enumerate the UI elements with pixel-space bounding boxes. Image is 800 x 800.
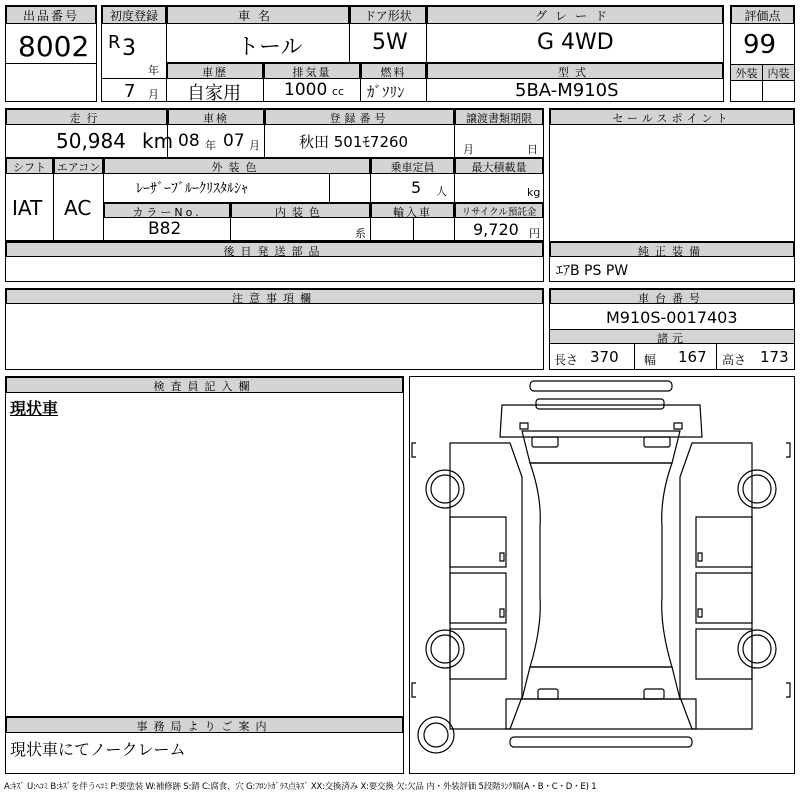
car-body-diagram	[410, 377, 793, 772]
door-box	[349, 5, 427, 63]
color-no-value: B82	[148, 219, 182, 239]
import-label: 輸入車	[371, 203, 454, 218]
notes-label: 注意事項欄	[6, 289, 543, 304]
door-value: 5W	[372, 30, 408, 55]
recycle-box	[454, 202, 544, 241]
height-label: 高さ	[722, 353, 747, 367]
genuine-equipment-label: 純正装備	[550, 242, 794, 257]
car-name-box	[166, 5, 350, 63]
sales-point-box	[549, 108, 795, 243]
inspection-month: 07	[223, 131, 245, 151]
recycle-label: リサイクル預託金	[455, 203, 543, 218]
fuel-box	[360, 62, 427, 102]
mileage-box	[5, 108, 174, 158]
car-diagram-box	[409, 376, 795, 774]
inspection-year: 08	[178, 131, 200, 151]
first-registration-label: 初度登録	[102, 6, 166, 24]
inspection-label: 車検	[168, 109, 264, 125]
model-code-box	[426, 62, 724, 102]
displacement-value: 1000	[284, 80, 328, 100]
history-box	[166, 62, 264, 102]
fuel-label: 燃料	[361, 63, 426, 79]
height-value: 173	[760, 348, 789, 366]
inspection-month-unit: 月	[249, 139, 260, 152]
specs-divider-2	[716, 343, 717, 369]
transfer-day-unit: 日	[527, 143, 538, 156]
shift-label: シフト	[6, 158, 53, 174]
chassis-value: M910S-0017403	[606, 308, 738, 327]
length-value: 370	[590, 348, 619, 366]
ext-color-value: ﾚｰｻﾞｰﾌﾞﾙｰｸﾘｽﾀﾙｼｬ	[136, 181, 248, 197]
capacity-label: 乗車定員	[371, 158, 454, 174]
color-no-label: カラーNo.	[104, 203, 230, 218]
genuine-equipment-value: ｴｱB PS PW	[556, 263, 629, 279]
first-registration-year: 3	[122, 36, 136, 61]
recycle-unit: 円	[529, 227, 540, 240]
transfer-deadline-box	[454, 108, 544, 158]
first-registration-divider	[101, 78, 167, 79]
length-label: 長さ	[554, 353, 579, 367]
int-color-unit: 系	[355, 227, 366, 240]
lot-number: 8002	[18, 30, 90, 63]
interior-score-label: 内装	[762, 64, 795, 81]
car-name-value: トール	[237, 35, 303, 60]
ext-color-label: 外装色	[104, 158, 370, 174]
score-value: 99	[743, 30, 777, 60]
capacity-unit: 人	[436, 185, 447, 198]
history-label: 車歴	[167, 63, 263, 79]
sales-point-label: セールスポイント	[550, 109, 794, 125]
import-divider	[413, 217, 414, 240]
shift-value: IAT	[12, 196, 43, 220]
specs-label: 諸元	[549, 329, 795, 344]
grade-value: G 4WD	[537, 30, 614, 55]
aircon-value: AC	[64, 196, 92, 220]
score-split	[762, 80, 763, 101]
registration-label: 登録番号	[265, 109, 454, 125]
int-color-label: 内装色	[231, 203, 370, 218]
later-parts-label: 後日発送部品	[6, 242, 543, 257]
inspection-box	[167, 108, 265, 158]
aircon-box	[53, 157, 104, 241]
fuel-value: ｶﾞｿﾘﾝ	[367, 83, 405, 101]
capacity-value: 5	[411, 178, 422, 197]
notes-box	[5, 288, 544, 370]
displacement-label: 排気量	[264, 63, 360, 79]
grade-label: グレード	[427, 6, 723, 24]
max-load-unit: kg	[527, 186, 541, 199]
recycle-value: 9,720	[473, 220, 519, 239]
mileage-unit: km	[142, 129, 174, 153]
model-code-value: 5BA-M910S	[515, 80, 619, 101]
door-label: ドア形状	[350, 6, 426, 24]
transfer-deadline-label: 譲渡書類期限	[455, 109, 543, 125]
exterior-score-label: 外装	[730, 64, 763, 81]
mileage-label: 走行	[6, 109, 167, 125]
width-value: 167	[678, 348, 707, 366]
max-load-label: 最大積載量	[455, 158, 543, 174]
ext-color-divider	[329, 173, 330, 202]
inspector-value: 現状車	[10, 399, 59, 418]
lot-divider	[5, 63, 97, 64]
first-registration-month-unit: 月	[148, 88, 159, 101]
office-box	[5, 716, 404, 774]
genuine-equipment-box	[549, 241, 795, 282]
registration-value: 秋田 501ﾓ7260	[299, 133, 409, 151]
office-value: 現状車にてノークレーム	[10, 740, 186, 759]
width-label: 幅	[644, 353, 657, 367]
lot-box	[5, 5, 97, 102]
lot-label: 出品番号	[6, 6, 96, 24]
int-color-box	[230, 202, 371, 241]
registration-box	[264, 108, 455, 158]
mileage-value: 50,984	[56, 129, 126, 153]
later-parts-box	[5, 241, 544, 282]
inspector-box	[5, 376, 404, 717]
import-box	[370, 202, 455, 241]
chassis-box	[549, 288, 795, 370]
specs-divider-1	[634, 343, 635, 369]
grade-box	[426, 5, 724, 63]
score-label: 評価点	[731, 6, 794, 24]
first-registration-month: 7	[124, 81, 136, 102]
history-value: 自家用	[187, 83, 241, 104]
first-registration-era: R	[108, 32, 121, 53]
car-name-label: 車名	[167, 6, 349, 24]
first-registration-box	[101, 5, 167, 102]
color-no-box	[103, 202, 231, 241]
inspector-label: 検査員記入欄	[6, 377, 403, 393]
displacement-box	[263, 62, 361, 102]
max-load-box	[454, 157, 544, 203]
displacement-unit: cc	[332, 85, 345, 98]
score-box	[730, 5, 795, 102]
legend-text: A:ｷｽﾞ U:ﾍｺﾐ B:ｷｽﾞを伴うﾍｺﾐ P:要塗装 W:補修跡 S:錆 C:腐食、穴 G:ﾌﾛﾝﾄｶﾞﾗｽ点ｷｽﾞ XX:交換済み X:要交換 欠:欠品 内・外装評価 5段階ﾗﾝｸ順(A・B・C・D・E) 1	[4, 782, 597, 792]
inspection-year-unit: 年	[205, 139, 216, 152]
aircon-label: エアコン	[54, 158, 103, 174]
ext-color-box	[103, 157, 371, 203]
capacity-box	[370, 157, 455, 203]
first-registration-year-unit: 年	[148, 64, 159, 77]
transfer-month-unit: 月	[463, 143, 474, 156]
shift-box	[5, 157, 54, 241]
chassis-label: 車台番号	[550, 289, 794, 304]
model-code-label: 型式	[427, 63, 723, 79]
office-label: 事務局よりご案内	[6, 717, 403, 733]
